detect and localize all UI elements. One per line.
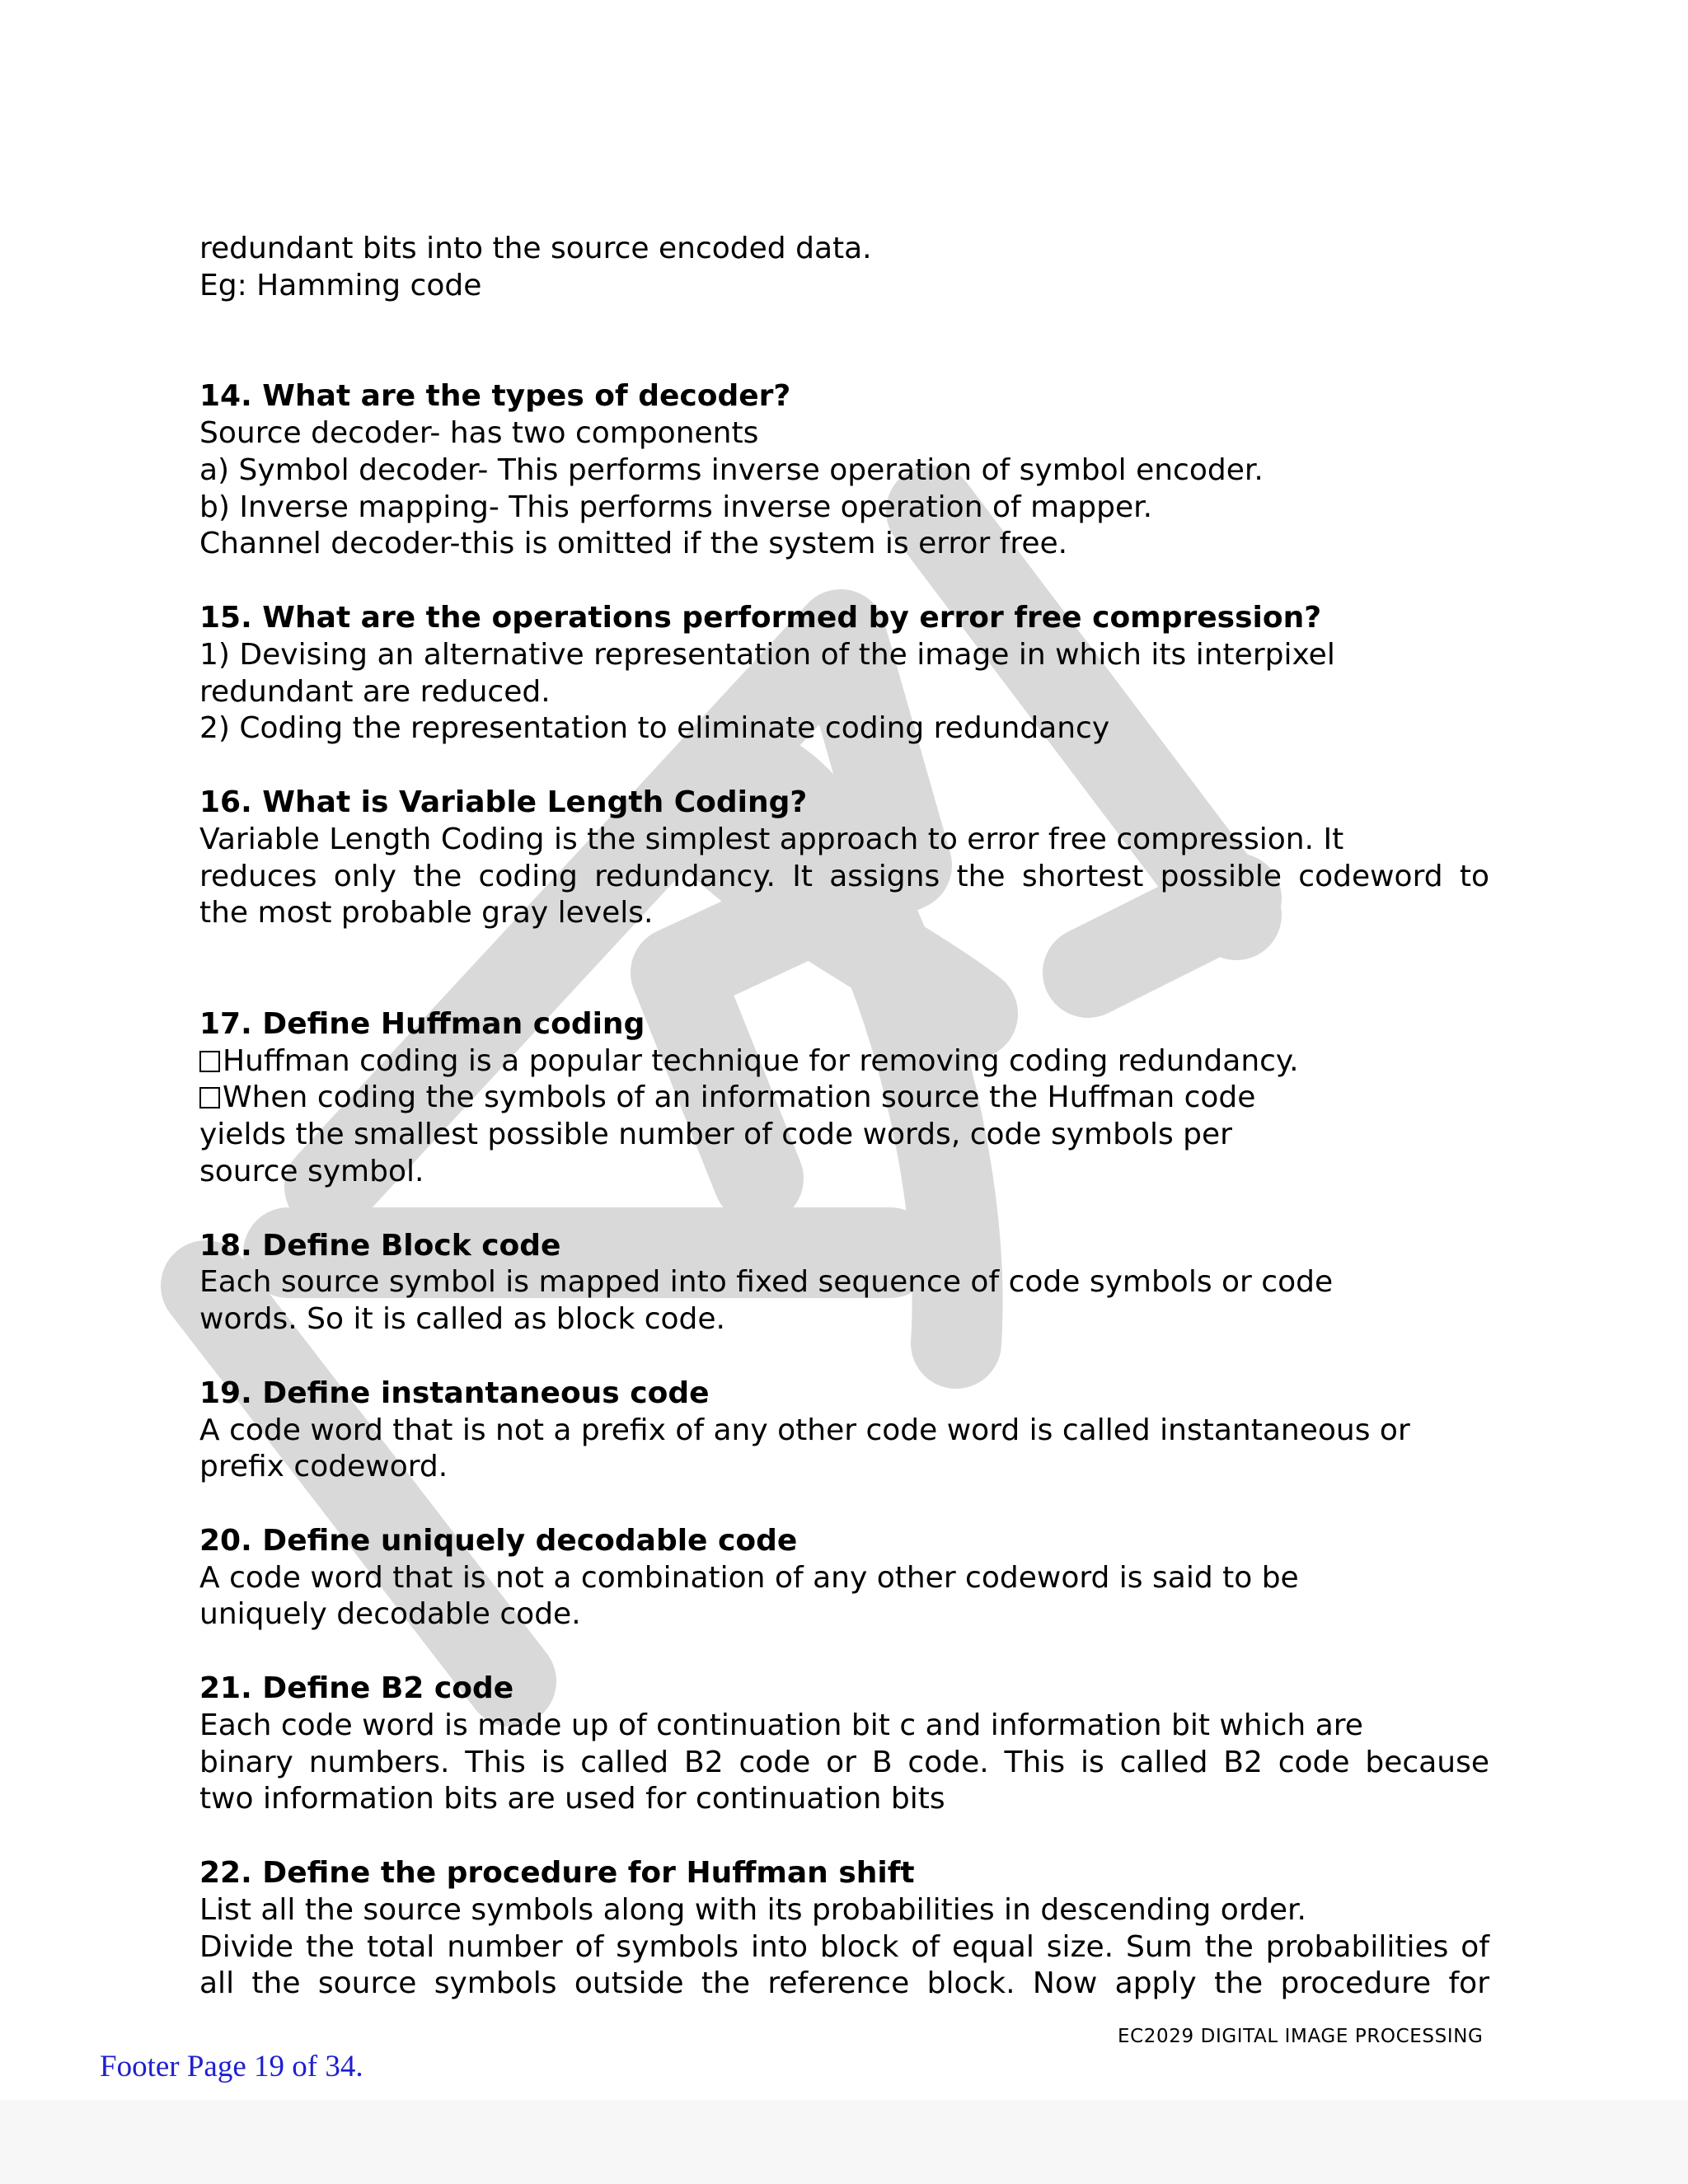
body-line: the most probable gray levels. xyxy=(199,896,654,930)
body-line: two information bits are used for continuation bits xyxy=(199,1782,945,1816)
section-heading: 17. Define Huffman coding xyxy=(199,1006,645,1041)
section-heading: 16. What is Variable Length Coding? xyxy=(199,785,808,819)
bullet-text: When coding the symbols of an information source the Huffman code xyxy=(223,1080,1256,1115)
bullet-line xyxy=(199,1043,1489,1080)
running-footer: EC2029 DIGITAL IMAGE PROCESSING xyxy=(1118,2026,1484,2047)
bullet-text: Huffman coding is a popular technique for removing coding redundancy. xyxy=(223,1043,1299,1078)
section-heading: 20. Define uniquely decodable code xyxy=(199,1523,798,1558)
page-content xyxy=(199,231,1489,2003)
body-line: 1) Devising an alternative representation of the image in which its interpixel xyxy=(199,637,1335,672)
body-line: prefix codeword. xyxy=(199,1450,448,1484)
body-line: binary numbers. This is called B2 code or B code. This is called B2 code because xyxy=(199,1745,1489,1779)
section-heading: 18. Define Block code xyxy=(199,1228,561,1263)
body-line: reduces only the coding redundancy. It assigns the shortest possible codeword to xyxy=(199,859,1489,893)
body-line: uniquely decodable code. xyxy=(199,1597,581,1632)
checkbox-bullet-icon xyxy=(199,1087,220,1108)
section-heading: 22. Define the procedure for Huffman shift xyxy=(199,1856,915,1891)
body-line: Channel decoder-this is omitted if the system is error free. xyxy=(199,527,1068,561)
body-line: all the source symbols outside the reference block. Now apply the procedure for xyxy=(199,1966,1489,2001)
body-line: A code word that is not a combination of any other codeword is said to be xyxy=(199,1560,1299,1595)
body-line: Source decoder- has two components xyxy=(199,415,759,450)
section-heading: 15. What are the operations performed by error free compression? xyxy=(199,600,1322,635)
checkbox-bullet-icon xyxy=(199,1051,220,1072)
body-line: redundant are reduced. xyxy=(199,674,551,709)
body-line: A code word that is not a prefix of any other code word is called instantaneous or xyxy=(199,1413,1410,1447)
footer-page-number: Footer Page 19 of 34. xyxy=(100,2050,363,2083)
body-line: Each code word is made up of continuation bit c and information bit which are xyxy=(199,1708,1363,1742)
bullet-line xyxy=(199,1080,1489,1117)
body-line: Eg: Hamming code xyxy=(199,268,482,302)
body-line: b) Inverse mapping- This performs inverse operation of mapper. xyxy=(199,490,1153,524)
body-line: redundant bits into the source encoded data. xyxy=(199,232,872,265)
body-line: List all the source symbols along with its probabilities in descending order. xyxy=(199,1892,1306,1927)
body-line: Each source symbol is mapped into fixed sequence of code symbols or code xyxy=(199,1265,1334,1300)
body-line: source symbol. xyxy=(199,1154,424,1188)
section-heading: 19. Define instantaneous code xyxy=(199,1376,710,1410)
page-bottom-band xyxy=(0,2100,1688,2184)
body-line: 2) Coding the representation to eliminate coding redundancy xyxy=(199,711,1110,746)
section-heading: 21. Define B2 code xyxy=(199,1671,514,1706)
section-heading: 14. What are the types of decoder? xyxy=(199,379,791,414)
body-line: Divide the total number of symbols into block of equal size. Sum the probabilities of xyxy=(199,1929,1489,1964)
body-line: words. So it is called as block code. xyxy=(199,1302,725,1337)
body-line: Variable Length Coding is the simplest approach to error free compression. It xyxy=(199,822,1344,856)
body-line: a) Symbol decoder- This performs inverse operation of symbol encoder. xyxy=(199,452,1264,487)
body-line: yields the smallest possible number of code words, code symbols per xyxy=(199,1118,1232,1152)
